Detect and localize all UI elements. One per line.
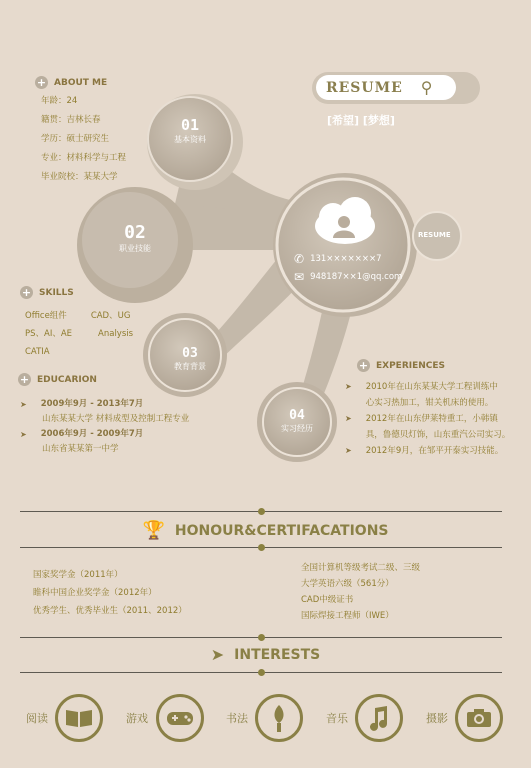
music-note-icon: [355, 694, 403, 742]
plus-icon: +: [21, 286, 32, 299]
experiences-list: [345, 379, 525, 459]
experiences-section-title: + EXPERIENCES: [358, 359, 446, 372]
arrow-icon: ➤: [20, 400, 27, 409]
interest-label-calligraphy: 书法: [226, 712, 248, 725]
about-age: 年龄：24: [41, 96, 78, 106]
skills-list: Office组件 CAD、UG PS、AI、AE Analysis CATIA: [25, 311, 134, 357]
paper-plane-icon: ➤: [210, 645, 225, 664]
plus-icon: +: [36, 76, 47, 89]
bubble-side-label: RESUME: [418, 231, 451, 239]
skills-section-title: + SKILLS: [21, 286, 74, 299]
book-icon: [55, 694, 103, 742]
contact-email: ✉ 948187××1@qq.com: [294, 270, 403, 284]
about-school: 毕业院校：某某大学: [41, 172, 118, 182]
plus-icon: +: [19, 373, 30, 386]
divider-dot: [258, 634, 265, 641]
gamepad-icon: [156, 694, 204, 742]
experience-item: ➤ 2012年9月，在邹平开泰实习技能。: [345, 443, 525, 459]
brush-icon: [255, 694, 303, 742]
bubble-03: 03 教育背景: [174, 346, 206, 371]
experience-item: ➤ 2012年在山东伊莱特重工，小韩镇 具，鲁德贝灯饰，山东重汽公司实习。: [345, 411, 525, 443]
interest-label-music: 音乐: [326, 712, 348, 725]
honour-title: HONOUR&CERTIFACATIONS: [174, 522, 389, 539]
divider-dot: [258, 669, 265, 676]
interests-title: INTERESTS: [234, 646, 321, 663]
resume-search-field[interactable]: [316, 75, 456, 100]
honour-awards-list: 国家奖学金（2011年） 睢科中国企业奖学金（2012年） 优秀学生、优秀毕业生（2011、2012）: [33, 570, 187, 616]
camera-icon: [455, 694, 503, 742]
trophy-icon: 🏆: [142, 520, 165, 541]
interests-header: [0, 645, 531, 664]
about-major: 专业：材料科学与工程: [41, 153, 127, 163]
about-section-title: + ABOUT ME: [36, 76, 108, 89]
plus-icon: +: [358, 359, 369, 372]
contact-phone: ✆ 131×××××××7: [294, 252, 382, 266]
arrow-icon: ➤: [20, 430, 27, 439]
interest-label-reading: 阅读: [26, 712, 48, 725]
about-degree: 学历：硕士研究生: [41, 134, 110, 144]
education-section-title: + EDUCARION: [19, 373, 97, 386]
bubble-04: 04 实习经历: [281, 408, 313, 433]
about-hometown: 籍贯：吉林长春: [41, 115, 101, 125]
honour-header: [0, 520, 531, 541]
arrow-icon: ➤: [345, 446, 352, 455]
interest-label-gaming: 游戏: [126, 712, 148, 725]
divider-dot: [258, 508, 265, 515]
arrow-icon: ➤: [345, 382, 352, 391]
resume-title: RESUME: [326, 79, 403, 96]
education-item: ➤ 2009年9月 - 2013年7月: [20, 397, 189, 412]
bubble-01: 01 基本资料: [174, 116, 206, 144]
resume-tagline: [希望] [梦想]: [327, 114, 395, 127]
phone-icon: ✆: [294, 252, 305, 266]
experience-item: ➤ 2010年在山东某某大学工程训练中 心实习热加工，钳关机床的使用。: [345, 379, 525, 411]
search-icon[interactable]: ⚲: [420, 78, 433, 97]
education-list: ➤ 2009年9月 - 2013年7月 山东某某大学 材料成型及控制工程专业 ➤ 2006年9月 - 2009年7月 山东省某某第一中学: [20, 399, 190, 454]
divider-dot: [258, 544, 265, 551]
mail-icon: ✉: [294, 270, 305, 284]
honour-certs-list: 全国计算机等级考试二级、三级 大学英语六级（561分） CAD中级证书 国际焊接工程师（IWE）: [301, 563, 421, 621]
about-list: [41, 92, 126, 187]
bubble-02: 02 职业技能: [119, 222, 151, 253]
education-item: ➤ 2006年9月 - 2009年7月: [20, 427, 189, 442]
arrow-icon: ➤: [345, 414, 352, 423]
interest-label-photography: 摄影: [426, 712, 448, 725]
